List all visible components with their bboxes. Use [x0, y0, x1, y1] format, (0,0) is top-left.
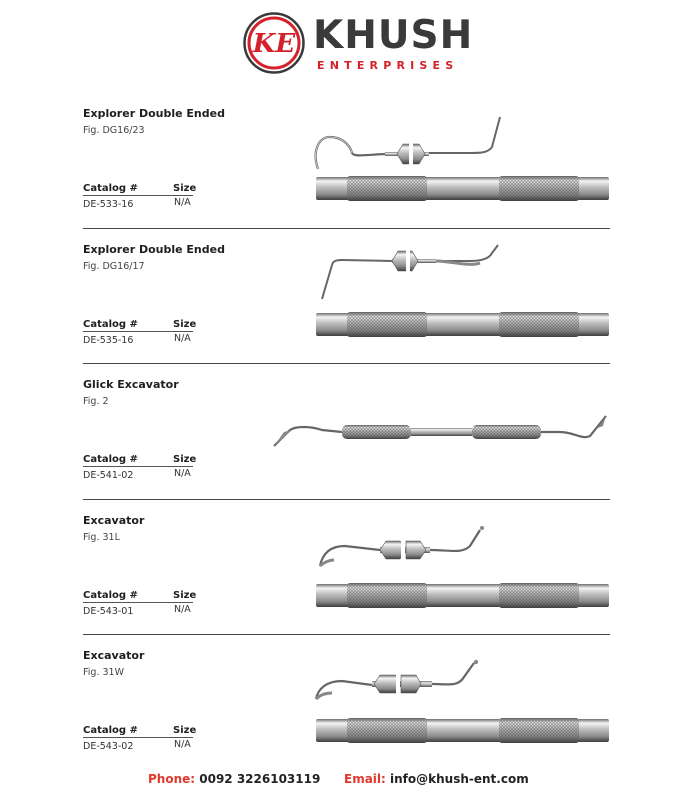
phone-number[interactable]: 0092 3226103119: [199, 772, 321, 786]
catalog-header: Catalog #: [83, 183, 138, 194]
size-header: Size: [173, 183, 197, 194]
product-title: Excavator: [83, 649, 145, 662]
product-title: Explorer Double Ended: [83, 107, 225, 120]
size-header: Size: [173, 725, 197, 736]
section-divider: [83, 499, 610, 500]
header-underline: [83, 602, 193, 603]
instrument-drawing: [320, 526, 484, 566]
product-figure: Fig. 2: [83, 396, 109, 407]
product-figure: Fig. DG16/17: [83, 261, 145, 272]
handle-drawing: [316, 176, 609, 201]
handle-drawing: [316, 312, 609, 337]
size-header: Size: [173, 454, 197, 465]
size-value: N/A: [174, 468, 191, 479]
product-title: Explorer Double Ended: [83, 243, 225, 256]
header-underline: [83, 331, 193, 332]
section-divider: [83, 228, 610, 229]
size-value: N/A: [174, 604, 191, 615]
catalog-number: DE-533-16: [83, 199, 134, 210]
instrument-drawing: [274, 416, 606, 446]
footer-email: [344, 772, 529, 786]
catalog-header: Catalog #: [83, 590, 138, 601]
handle-drawing: [316, 583, 609, 608]
phone-label: Phone:: [148, 772, 196, 786]
product-card: [0, 649, 689, 785]
catalog-number: DE-543-01: [83, 606, 134, 617]
catalog-header: Catalog #: [83, 454, 138, 465]
section-divider: [83, 634, 610, 635]
product-card: [0, 243, 689, 379]
product-card: [0, 514, 689, 650]
header-underline: [83, 195, 193, 196]
product-title: Excavator: [83, 514, 145, 527]
instrument-drawing: [322, 245, 498, 299]
product-card: [0, 107, 689, 243]
product-title: Glick Excavator: [83, 378, 179, 391]
header-underline: [83, 466, 193, 467]
product-figure: Fig. DG16/23: [83, 125, 145, 136]
email-address[interactable]: info@khush-ent.com: [390, 772, 529, 786]
brand-logo: [243, 12, 474, 78]
size-value: N/A: [174, 739, 191, 750]
size-header: Size: [173, 590, 197, 601]
brand-name: KHUSH: [313, 13, 474, 58]
instrument-drawing: [316, 660, 478, 699]
logo-initials: KE: [252, 29, 296, 59]
contact-footer: [0, 772, 689, 792]
product-figure: Fig. 31L: [83, 532, 120, 543]
section-divider: [83, 363, 610, 364]
email-label: Email:: [344, 772, 386, 786]
product-figure: Fig. 31W: [83, 667, 124, 678]
size-header: Size: [173, 319, 197, 330]
instrument-drawing: [316, 117, 500, 169]
footer-phone: [148, 772, 320, 786]
logo-badge-icon: [243, 12, 305, 74]
catalog-header: Catalog #: [83, 725, 138, 736]
catalog-number: DE-543-02: [83, 741, 134, 752]
header-underline: [83, 737, 193, 738]
catalog-header: Catalog #: [83, 319, 138, 330]
catalog-number: DE-541-02: [83, 470, 134, 481]
product-card: [0, 378, 689, 514]
catalog-number: DE-535-16: [83, 335, 134, 346]
size-value: N/A: [174, 197, 191, 208]
brand-tagline: ENTERPRISES: [317, 59, 459, 72]
handle-drawing: [316, 718, 609, 743]
size-value: N/A: [174, 333, 191, 344]
